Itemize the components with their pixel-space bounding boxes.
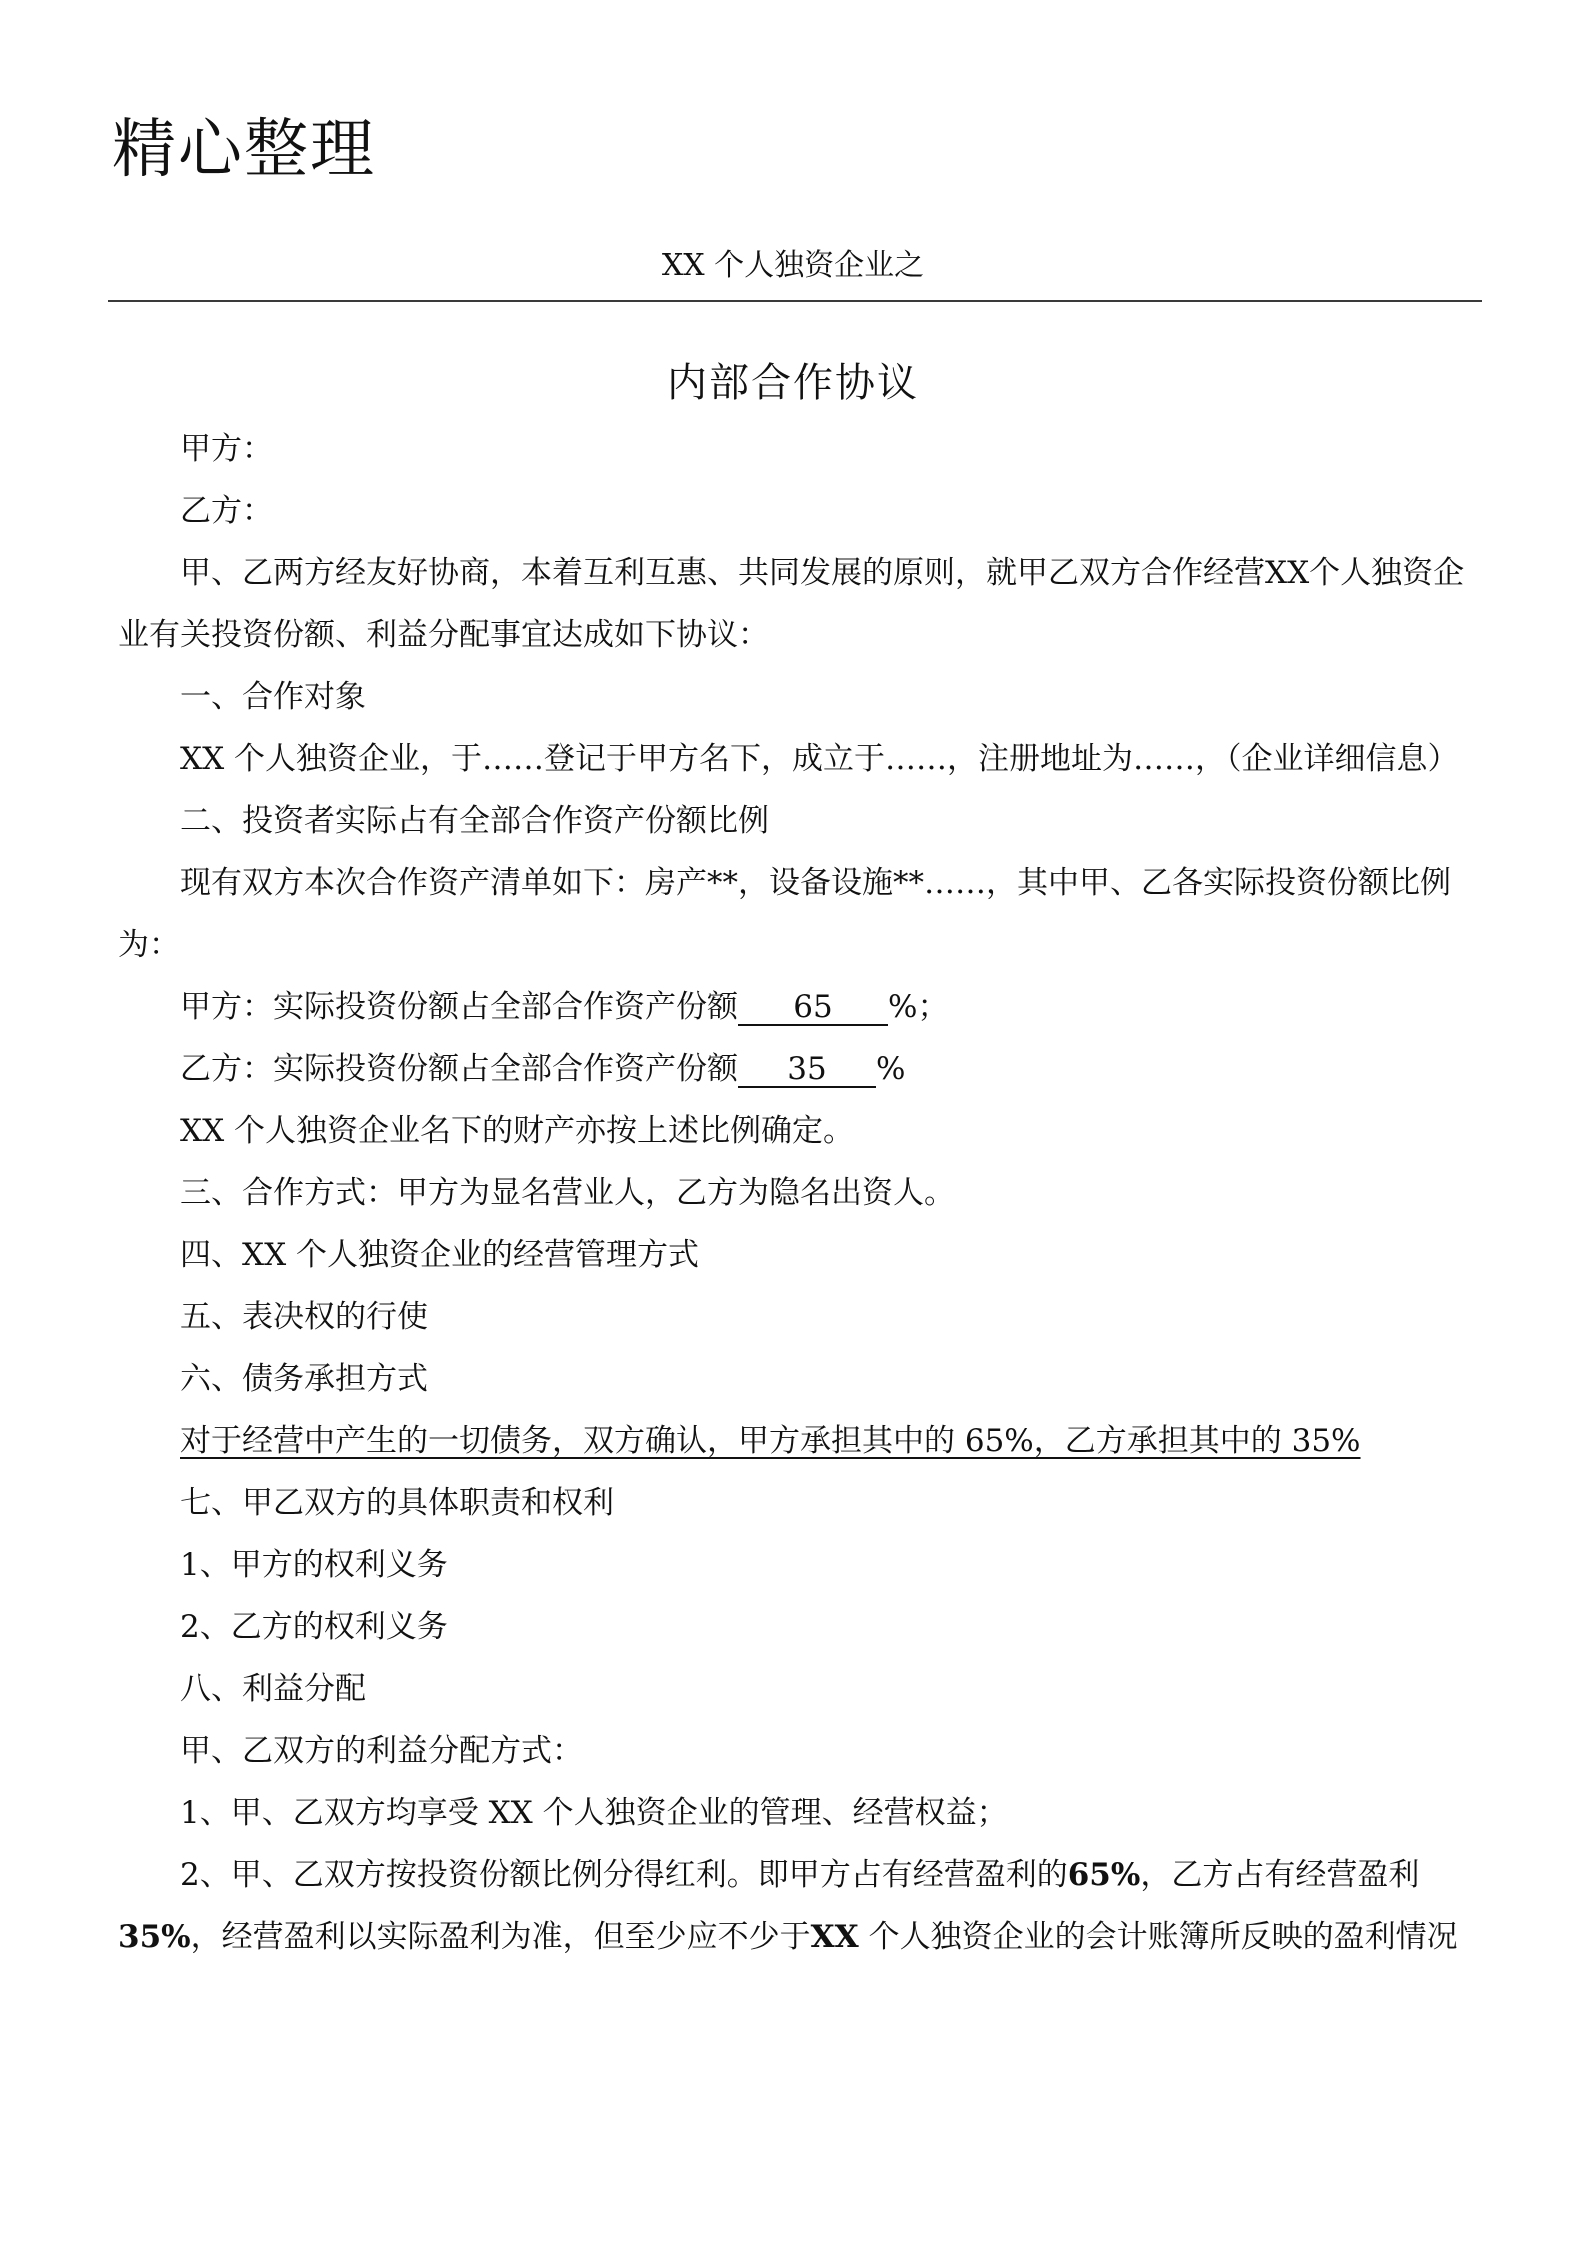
section-paragraph: XX 个人独资企业名下的财产亦按上述比例确定。 <box>180 1113 854 1149</box>
bold-text: 5% <box>139 1919 191 1955</box>
section-heading: 一、合作对象 <box>180 679 366 715</box>
text-run: 2、甲、乙双方按投资份额比例分得红利。即甲方占有经营盈利的 <box>180 1857 1068 1893</box>
list-item: 1、甲方的权利义务 <box>180 1547 448 1583</box>
intro-paragraph: 甲、乙两方经友好协商，本着互利互惠、共同发展的原则，就甲乙双方合作经营XX个人独资企业有关投资份额、利益分配事宜达成如下协议： <box>118 555 1465 653</box>
document-header: XX 个人独资企业之 <box>661 248 925 283</box>
profit-split-paragraph <box>118 1844 1482 1968</box>
bold-text: 65% <box>1067 1857 1141 1893</box>
text-run: ，乙方占有经营盈利 <box>1140 1857 1420 1893</box>
header-divider <box>108 300 1482 302</box>
list-item: 1、甲、乙双方均享受 XX 个人独资企业的管理、经营权益； <box>180 1795 1008 1831</box>
share-unit: % <box>876 1051 906 1087</box>
section-heading: 三、合作方式：甲方为显名营业人，乙方为隐名出资人。 <box>180 1175 955 1211</box>
section-heading: 五、表决权的行使 <box>180 1299 428 1335</box>
section-heading: 七、甲乙双方的具体职责和权利 <box>180 1485 614 1521</box>
debt-sharing-line <box>118 1410 1482 1472</box>
section-heading: 六、债务承担方式 <box>180 1361 428 1397</box>
text-run: ，经营盈利以实际盈利为准，但至少应不少于 <box>190 1919 811 1955</box>
bold-text: 3 <box>118 1919 140 1955</box>
watermark-text: 精心整理 <box>112 113 376 187</box>
share-blank-field: 35 <box>738 1052 876 1088</box>
section-paragraph: 现有双方本次合作资产清单如下：房产**，设备设施**……，其中甲、乙各实际投资份额比例为： <box>118 865 1451 963</box>
text-run: 个人独资企业的会计账簿所反映的盈利情况 <box>858 1919 1458 1955</box>
section-heading: 四、XX 个人独资企业的经营管理方式 <box>180 1237 699 1273</box>
bold-text: XX <box>810 1919 859 1955</box>
share-label: 甲方：实际投资份额占全部合作资产份额 <box>180 989 738 1025</box>
share-unit: %； <box>888 989 949 1025</box>
party-a-line: 甲方： <box>180 431 273 467</box>
document-body <box>118 418 1482 1968</box>
party-b-share-line <box>118 1038 1482 1100</box>
section-paragraph: XX 个人独资企业，于……登记于甲方名下，成立于……，注册地址为……，（企业详细信息） <box>180 741 1459 777</box>
section-paragraph: 甲、乙双方的利益分配方式： <box>180 1733 583 1769</box>
underlined-text: 对于经营中产生的一切债务，双方确认，甲方承担其中的 65%，乙方承担其中的 35% <box>180 1423 1361 1459</box>
share-blank-field: 65 <box>738 990 888 1026</box>
share-label: 乙方：实际投资份额占全部合作资产份额 <box>180 1051 738 1087</box>
list-item: 2、乙方的权利义务 <box>180 1609 448 1645</box>
party-b-line: 乙方： <box>180 493 273 529</box>
party-a-share-line <box>118 976 1482 1038</box>
document-title: 内部合作协议 <box>667 360 919 406</box>
section-heading: 八、利益分配 <box>180 1671 366 1707</box>
section-heading: 二、投资者实际占有全部合作资产份额比例 <box>180 803 769 839</box>
